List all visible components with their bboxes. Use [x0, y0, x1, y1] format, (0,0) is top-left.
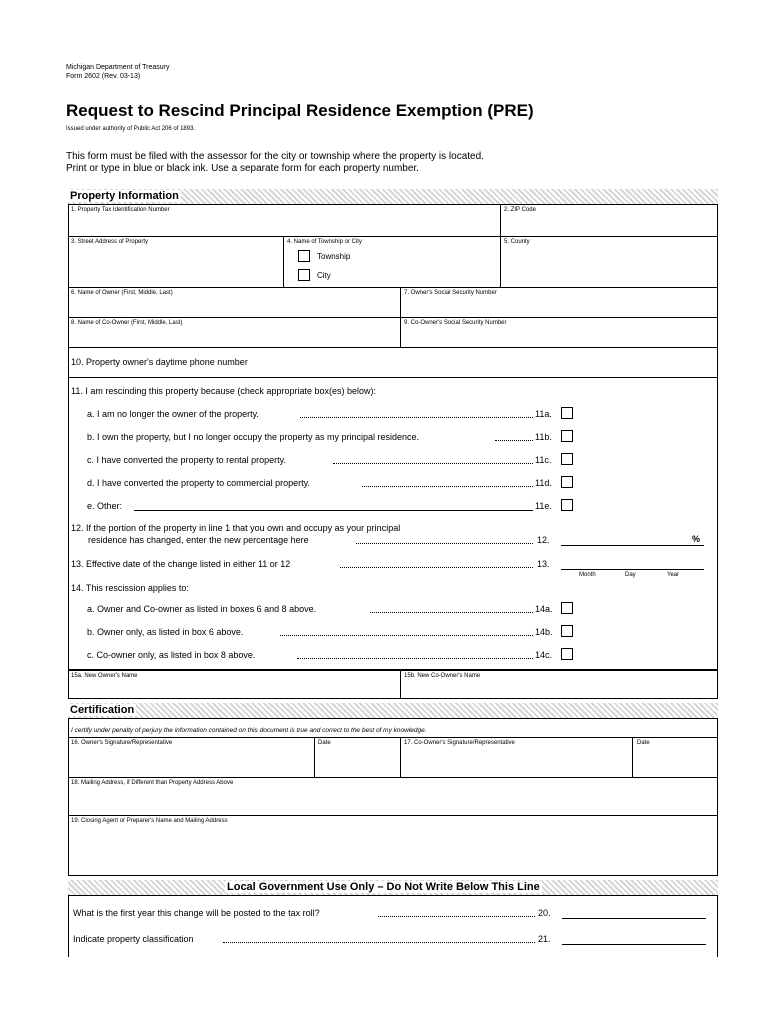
township-checkbox[interactable]	[298, 250, 310, 262]
checkbox-11a[interactable]	[561, 407, 573, 419]
classification-input-line[interactable]	[562, 944, 706, 945]
option-14b-number: 14b.	[535, 627, 553, 637]
field-5-label: 5. County	[504, 239, 530, 245]
section-bar-certification	[68, 703, 718, 718]
option-11e-number: 11e.	[535, 501, 552, 511]
checkbox-14a[interactable]	[561, 602, 573, 614]
option-14a-text: a. Owner and Co-owner as listed in boxes 6 and 8 above.	[87, 604, 317, 614]
section-title-property: Property Information	[70, 190, 179, 202]
field-3-label: 3. Street Address of Property	[71, 239, 149, 245]
authority-text: Issued under authority of Public Act 206 of 1893.	[66, 126, 196, 132]
month-label: Month	[579, 572, 596, 578]
effective-date-input-line[interactable]	[561, 569, 704, 570]
city-checkbox[interactable]	[298, 269, 310, 281]
percent-sign: %	[692, 534, 701, 544]
section-title-local: Local Government Use Only – Do Not Write Below This Line	[227, 881, 540, 893]
option-11d-text: d. I have converted the property to commercial property.	[87, 478, 310, 488]
option-11a-number: 11a.	[535, 409, 552, 419]
field-4-label: 4. Name of Township or City	[287, 239, 362, 245]
city-label: City	[317, 271, 331, 280]
field-7-label: 7. Owner's Social Security Number	[404, 290, 497, 296]
checkbox-11e[interactable]	[561, 499, 573, 511]
other-input-line[interactable]	[134, 510, 533, 511]
checkbox-14c[interactable]	[561, 648, 573, 660]
field-12-label-2: residence has changed, enter the new percentage here	[88, 535, 309, 545]
field-15b-label: 15b. New Co-Owner's Name	[404, 673, 481, 679]
question-21-text: Indicate property classification	[73, 934, 194, 944]
field-11-label: 11. I am rescinding this property because (check appropriate box(es) below):	[71, 386, 376, 396]
option-11c-text: c. I have converted the property to rental property.	[87, 455, 286, 465]
option-11e-text: e. Other:	[87, 501, 123, 511]
option-11b-text: b. I own the property, but I no longer occupy the property as my principal residence.	[87, 432, 420, 442]
local-frame	[68, 895, 718, 957]
township-label: Township	[317, 252, 351, 261]
field-18-label: 18. Mailing Address, if Different than Property Address Above	[71, 780, 234, 786]
tax-roll-year-input-line[interactable]	[562, 918, 706, 919]
intro-line-2: Print or type in blue or black ink. Use a separate form for each property number.	[66, 163, 419, 174]
option-11c-number: 11c.	[535, 455, 552, 465]
option-14b-text: b. Owner only, as listed in box 6 above.	[87, 627, 244, 637]
field-13-number: 13.	[537, 559, 550, 569]
intro-line-1: This form must be filed with the assessor for the city or township where the property is located.	[66, 151, 484, 162]
option-11b-number: 11b.	[535, 432, 552, 442]
checkbox-14b[interactable]	[561, 625, 573, 637]
new-owner-row	[68, 670, 718, 699]
field-17-label: 17. Co-Owner's Signature/Representative	[404, 740, 515, 746]
field-12-number: 12.	[537, 535, 550, 545]
checkbox-11d[interactable]	[561, 476, 573, 488]
field-6-label: 6. Name of Owner (First, Middle, Last)	[71, 290, 173, 296]
field-10-label: 10. Property owner's daytime phone number	[71, 357, 248, 367]
day-label: Day	[625, 572, 636, 578]
field-14-label: 14. This rescission applies to:	[71, 583, 189, 593]
field-1-label: 1. Property Tax Identification Number	[71, 207, 170, 213]
field-15a-label: 15a. New Owner's Name	[71, 673, 138, 679]
option-14a-number: 14a.	[535, 604, 553, 614]
field-2-label: 2. ZIP Code	[504, 207, 536, 213]
checkbox-11c[interactable]	[561, 453, 573, 465]
year-label: Year	[667, 572, 680, 578]
certification-statement: I certify under penalty of perjury the information contained on this document is true and correct to the best of my knowledge.	[71, 727, 427, 734]
section-title-certification: Certification	[70, 704, 135, 716]
dept-name: Michigan Department of Treasury	[66, 64, 170, 71]
field-9-label: 9. Co-Owner's Social Security Number	[404, 320, 507, 326]
checkbox-11b[interactable]	[561, 430, 573, 442]
question-21-number: 21.	[538, 934, 551, 944]
option-11d-number: 11d.	[535, 478, 552, 488]
question-20-text: What is the first year this change will be posted to the tax roll?	[73, 908, 320, 918]
date-1-label: Date	[318, 740, 331, 746]
option-11a-text: a. I am no longer the owner of the property.	[87, 409, 259, 419]
page-title: Request to Rescind Principal Residence Exemption (PRE)	[66, 101, 534, 120]
field-16-label: 16. Owner's Signature/Representative	[71, 740, 173, 746]
question-20-number: 20.	[538, 908, 551, 918]
field-19-label: 19. Closing Agent or Preparer's Name and Mailing Address	[71, 818, 228, 824]
date-2-label: Date	[637, 740, 650, 746]
field-13-label: 13. Effective date of the change listed in either 11 or 12	[71, 559, 291, 569]
option-14c-number: 14c.	[535, 650, 553, 660]
field-8-label: 8. Name of Co-Owner (First, Middle, Last)	[71, 320, 183, 326]
field-12-label-1: 12. If the portion of the property in line 1 that you own and occupy as your principal	[71, 523, 401, 533]
percentage-input-line[interactable]	[561, 545, 704, 546]
option-14c-text: c. Co-owner only, as listed in box 8 above.	[87, 650, 256, 660]
form-number: Form 2602 (Rev. 03-13)	[66, 73, 141, 80]
